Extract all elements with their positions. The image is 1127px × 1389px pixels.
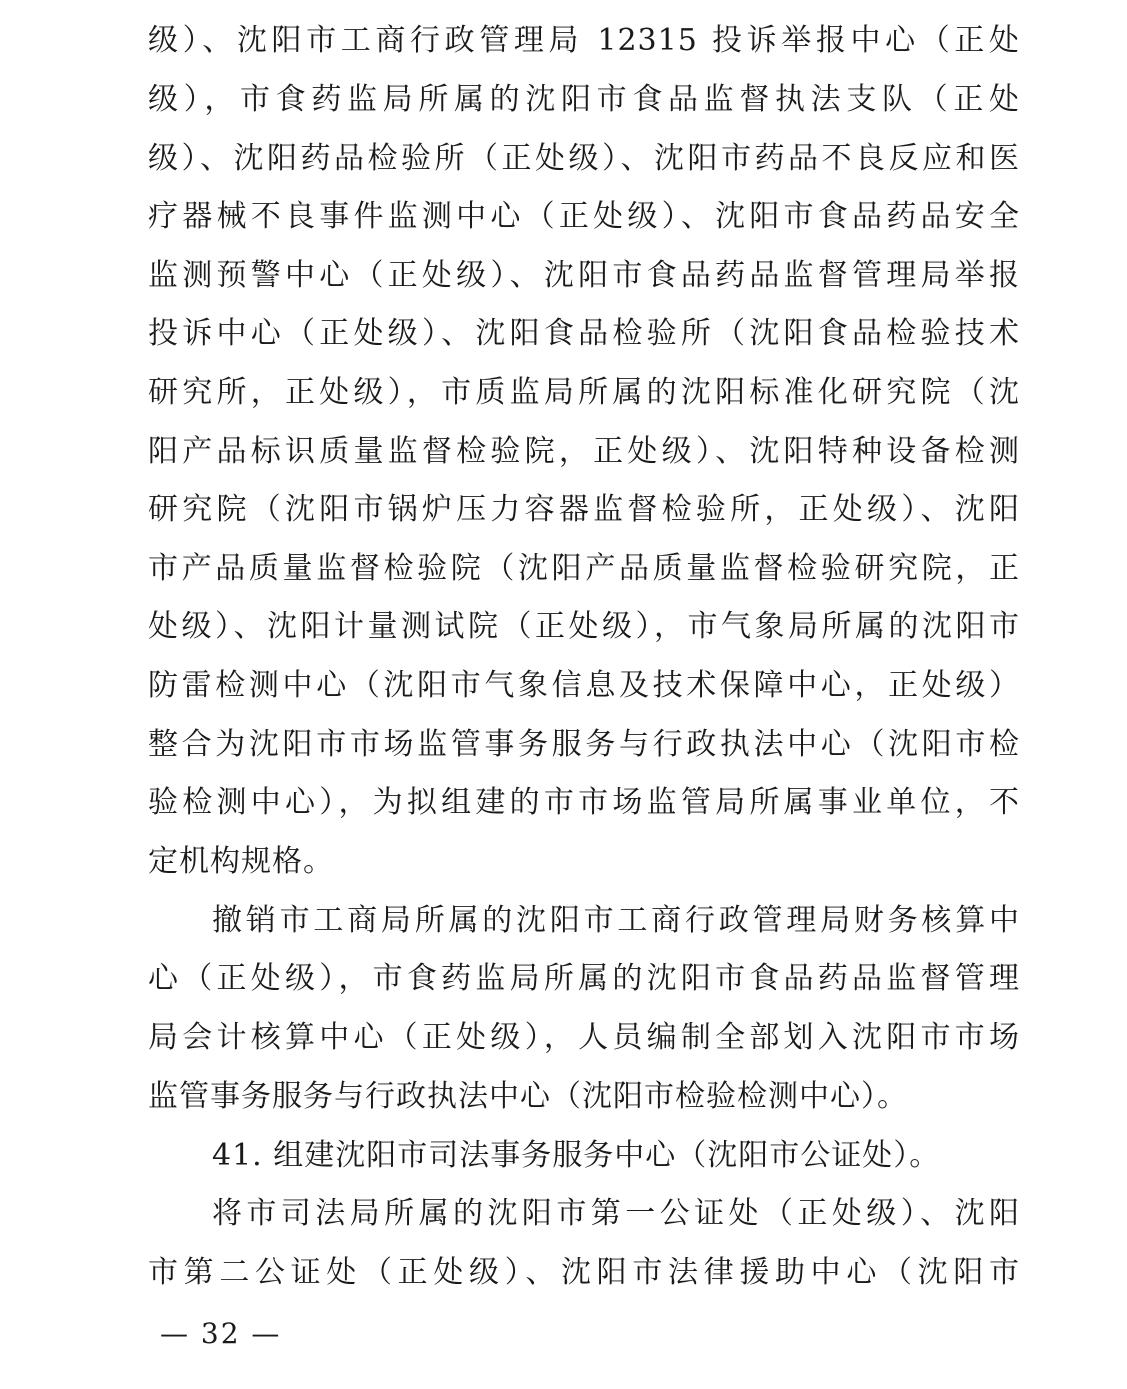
text-line: 整合为沈阳市市场监管事务服务与行政执法中心（沈阳市检 bbox=[148, 727, 1020, 762]
text-line: 心（正处级），市食药监局所属的沈阳市食品药品监督管理 bbox=[148, 961, 1020, 996]
text-line: 定机构规格。 bbox=[148, 844, 334, 879]
text-line: 阳产品标识质量监督检验院，正处级）、沈阳特种设备检测 bbox=[148, 434, 1020, 469]
text-line: 级）、沈阳药品检验所（正处级）、沈阳市药品不良反应和医 bbox=[148, 141, 1020, 176]
text-line: 研究所，正处级），市质监局所属的沈阳标准化研究院（沈 bbox=[148, 375, 1020, 410]
text-line: 验检测中心），为拟组建的市市场监管局所属事业单位，不 bbox=[148, 785, 1020, 820]
text-line: 级）、沈阳市工商行政管理局 12315 投诉举报中心（正处 bbox=[148, 23, 1020, 58]
paragraph-first-line: 撤销市工商局所属的沈阳市工商行政管理局财务核算中 bbox=[212, 903, 1020, 938]
page-number: — 32 — bbox=[160, 1317, 282, 1350]
text-line: 市第二公证处（正处级）、沈阳市法律援助中心（沈阳市 bbox=[148, 1255, 1020, 1290]
text-line: 疗器械不良事件监测中心（正处级）、沈阳市食品药品安全 bbox=[148, 199, 1020, 234]
text-line: 监管事务服务与行政执法中心（沈阳市检验检测中心）。 bbox=[148, 1079, 908, 1114]
text-line: 处级）、沈阳计量测试院（正处级），市气象局所属的沈阳市 bbox=[148, 609, 1020, 644]
text-line: 投诉中心（正处级）、沈阳食品检验所（沈阳食品检验技术 bbox=[148, 316, 1020, 351]
text-line: 级），市食药监局所属的沈阳市食品监督执法支队（正处 bbox=[148, 82, 1020, 117]
section-heading: 41. 组建沈阳市司法事务服务中心（沈阳市公证处）。 bbox=[212, 1138, 941, 1173]
text-line: 市产品质量监督检验院（沈阳产品质量监督检验研究院，正 bbox=[148, 551, 1020, 586]
text-line: 研究院（沈阳市锅炉压力容器监督检验所，正处级）、沈阳 bbox=[148, 492, 1020, 527]
text-line: 局会计核算中心（正处级），人员编制全部划入沈阳市市场 bbox=[148, 1020, 1020, 1055]
text-line: 防雷检测中心（沈阳市气象信息及技术保障中心，正处级） bbox=[148, 668, 1020, 703]
paragraph-first-line: 将市司法局所属的沈阳市第一公证处（正处级）、沈阳 bbox=[212, 1196, 1020, 1231]
text-line: 监测预警中心（正处级）、沈阳市食品药品监督管理局举报 bbox=[148, 258, 1020, 293]
